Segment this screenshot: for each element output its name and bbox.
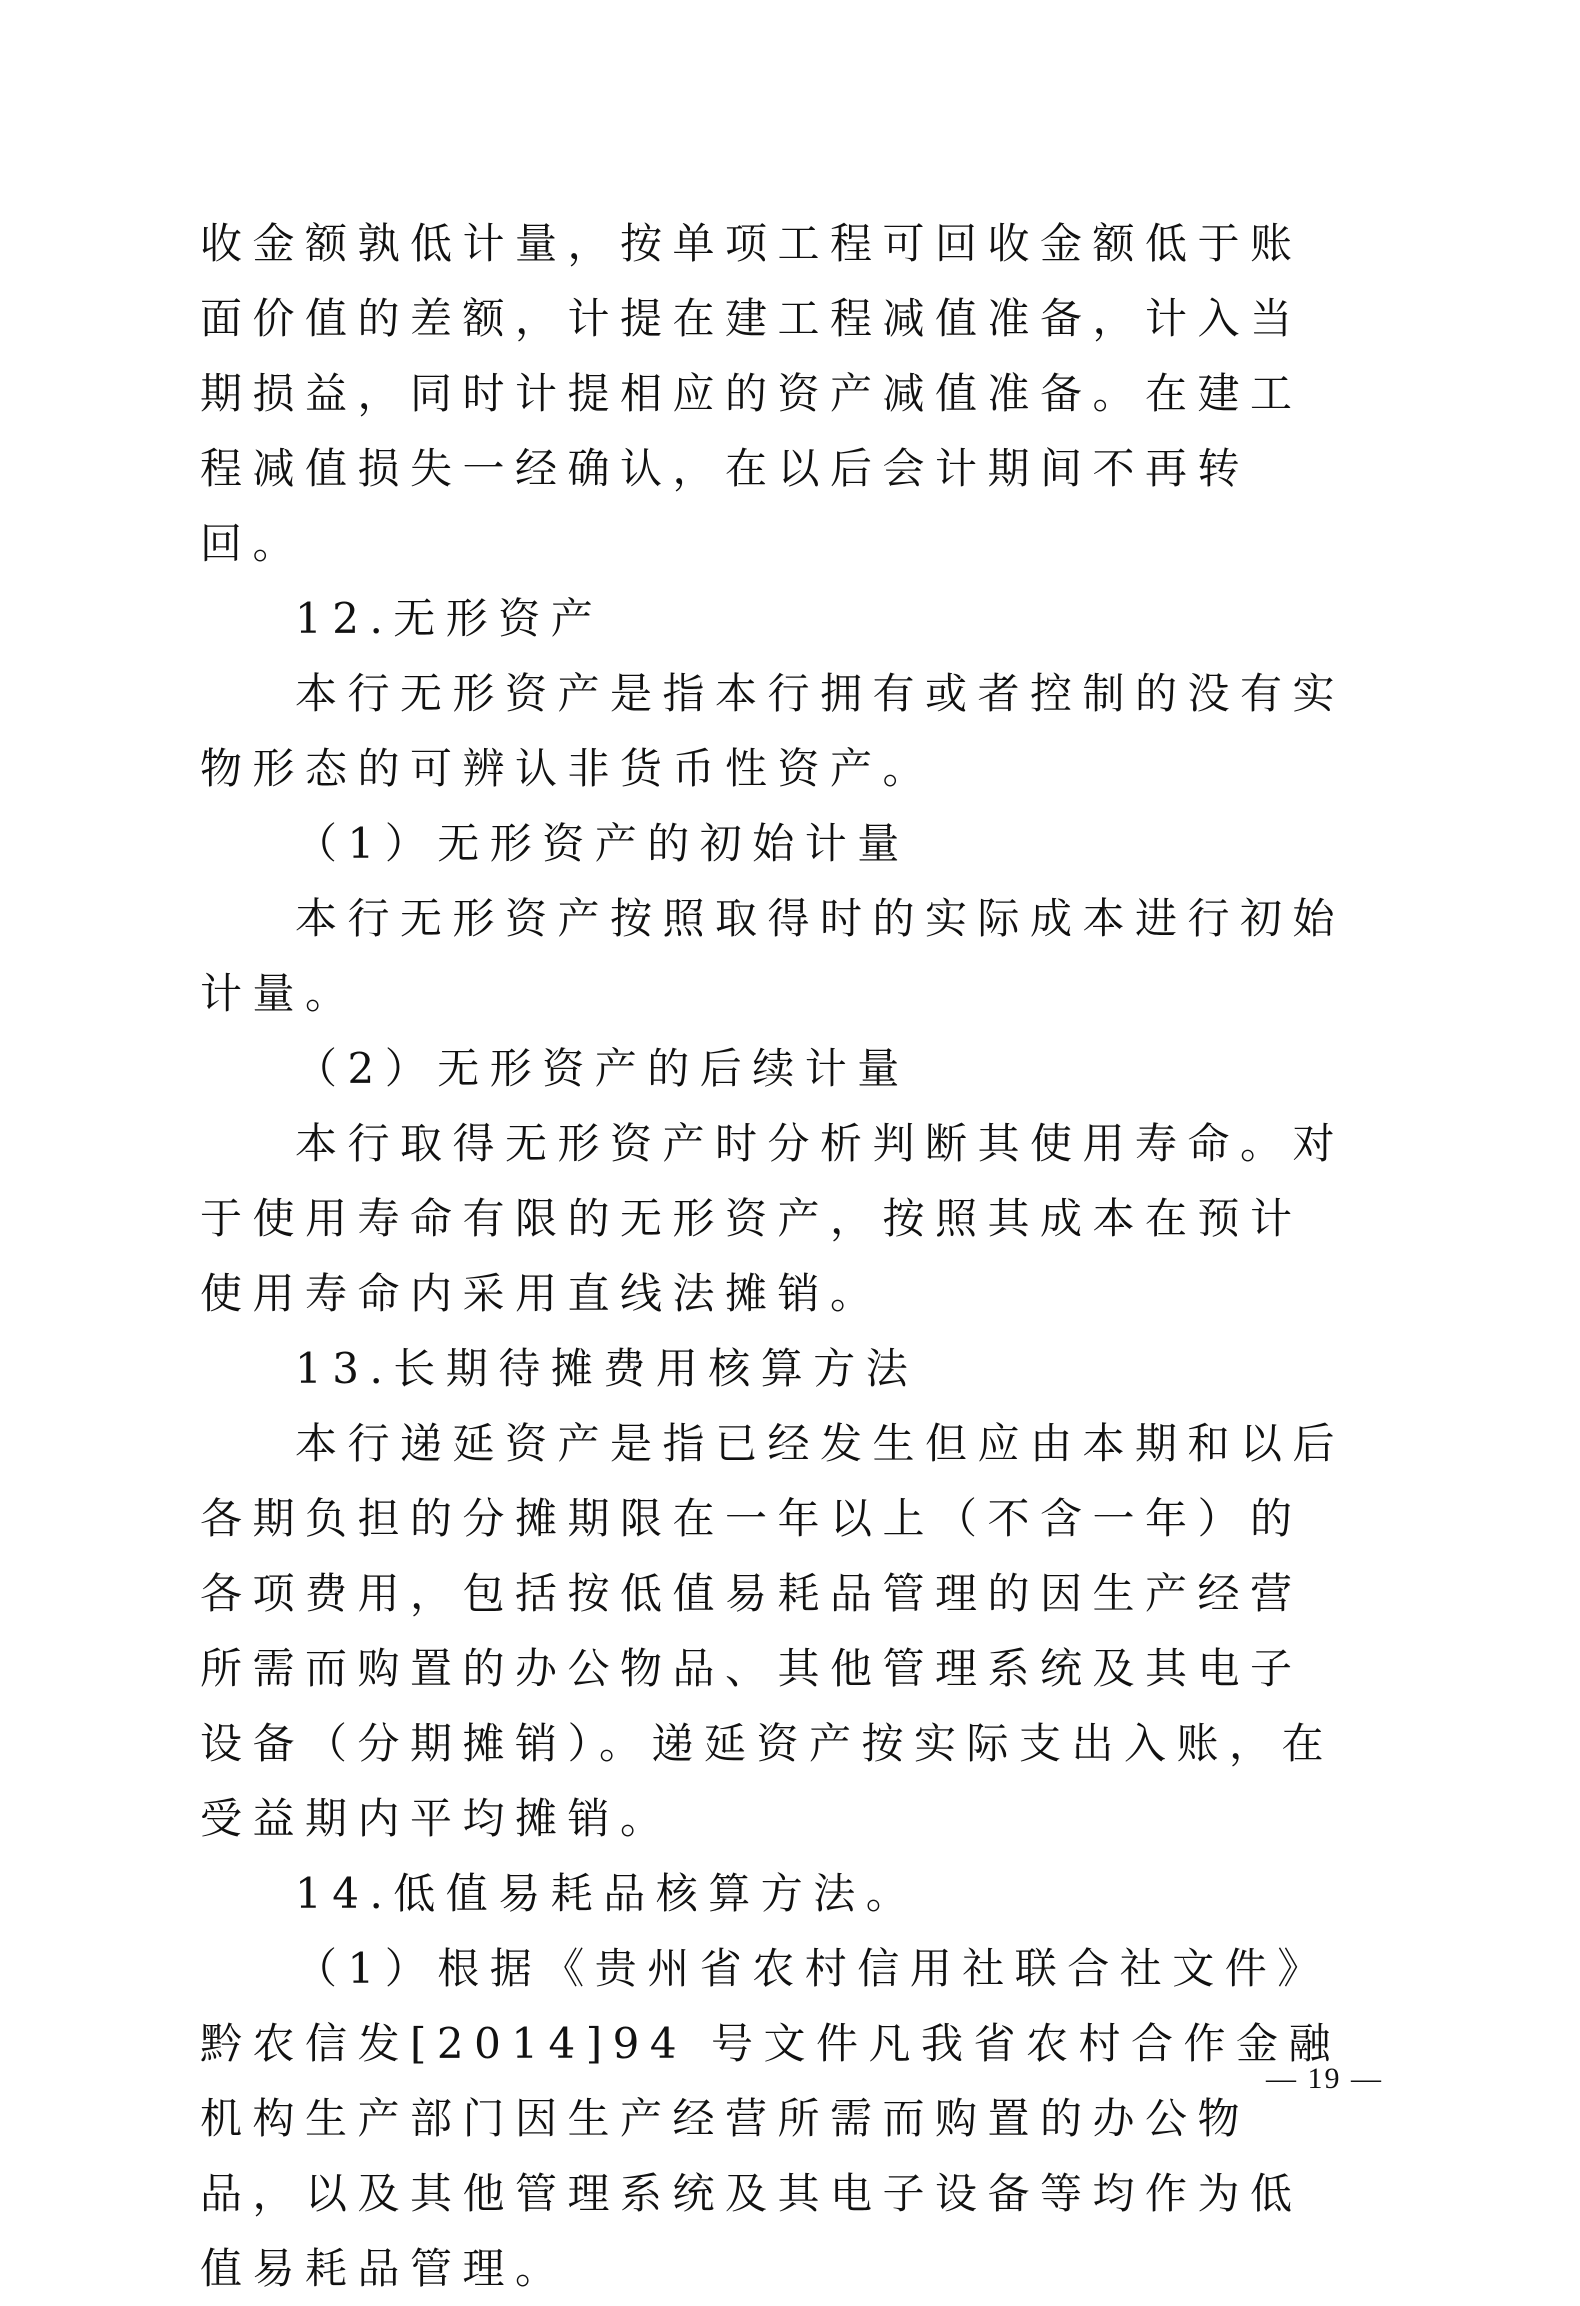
- page-number: — 19 —: [1266, 2062, 1383, 2095]
- paragraph-initial-measurement: 本行无形资产按照取得时的实际成本进行初始计量。: [200, 894, 1346, 1018]
- subheading-subsequent-measurement: （2）无形资产的后续计量: [295, 1044, 910, 1093]
- paragraph-continuation: 收金额孰低计量，按单项工程可回收金额低于账面价值的差额，计提在建工程减值准备，计入当期损益，同时计提相应的资产减值准备。在建工程减值损失一经确认，在以后会计期间不再转回。: [200, 219, 1303, 568]
- heading-low-value-consumables: 14.低值易耗品核算方法。: [295, 1869, 919, 1918]
- heading-intangible-assets: 12.无形资产: [295, 594, 604, 643]
- paragraph-deferred-assets: 本行递延资产是指已经发生但应由本期和以后各期负担的分摊期限在一年以上（不含一年）的各项费用，包括按低值易耗品管理的因生产经营所需而购置的办公物品、其他管理系统及其电子设备（分期摊销）。递延资产按实际支出入账，在受益期内平均摊销。: [200, 1419, 1346, 1843]
- paragraph-subsequent-measurement: 本行取得无形资产时分析判断其使用寿命。对于使用寿命有限的无形资产，按照其成本在预计使用寿命内采用直线法摊销。: [200, 1119, 1346, 1318]
- heading-long-term-prepaid-expenses: 13.长期待摊费用核算方法: [295, 1344, 919, 1393]
- paragraph-intangible-definition: 本行无形资产是指本行拥有或者控制的没有实物形态的可辨认非货币性资产。: [200, 669, 1346, 793]
- subheading-initial-measurement: （1）无形资产的初始计量: [295, 819, 910, 868]
- document-body: [200, 206, 1350, 2306]
- paragraph-low-value-consumables-rule: （1）根据《贵州省农村信用社联合社文件》黔农信发[2014]94 号文件凡我省农村合作金融机构生产部门因生产经营所需而购置的办公物品，以及其他管理系统及其电子设备等均作为低值易耗品管理。: [200, 1944, 1341, 2293]
